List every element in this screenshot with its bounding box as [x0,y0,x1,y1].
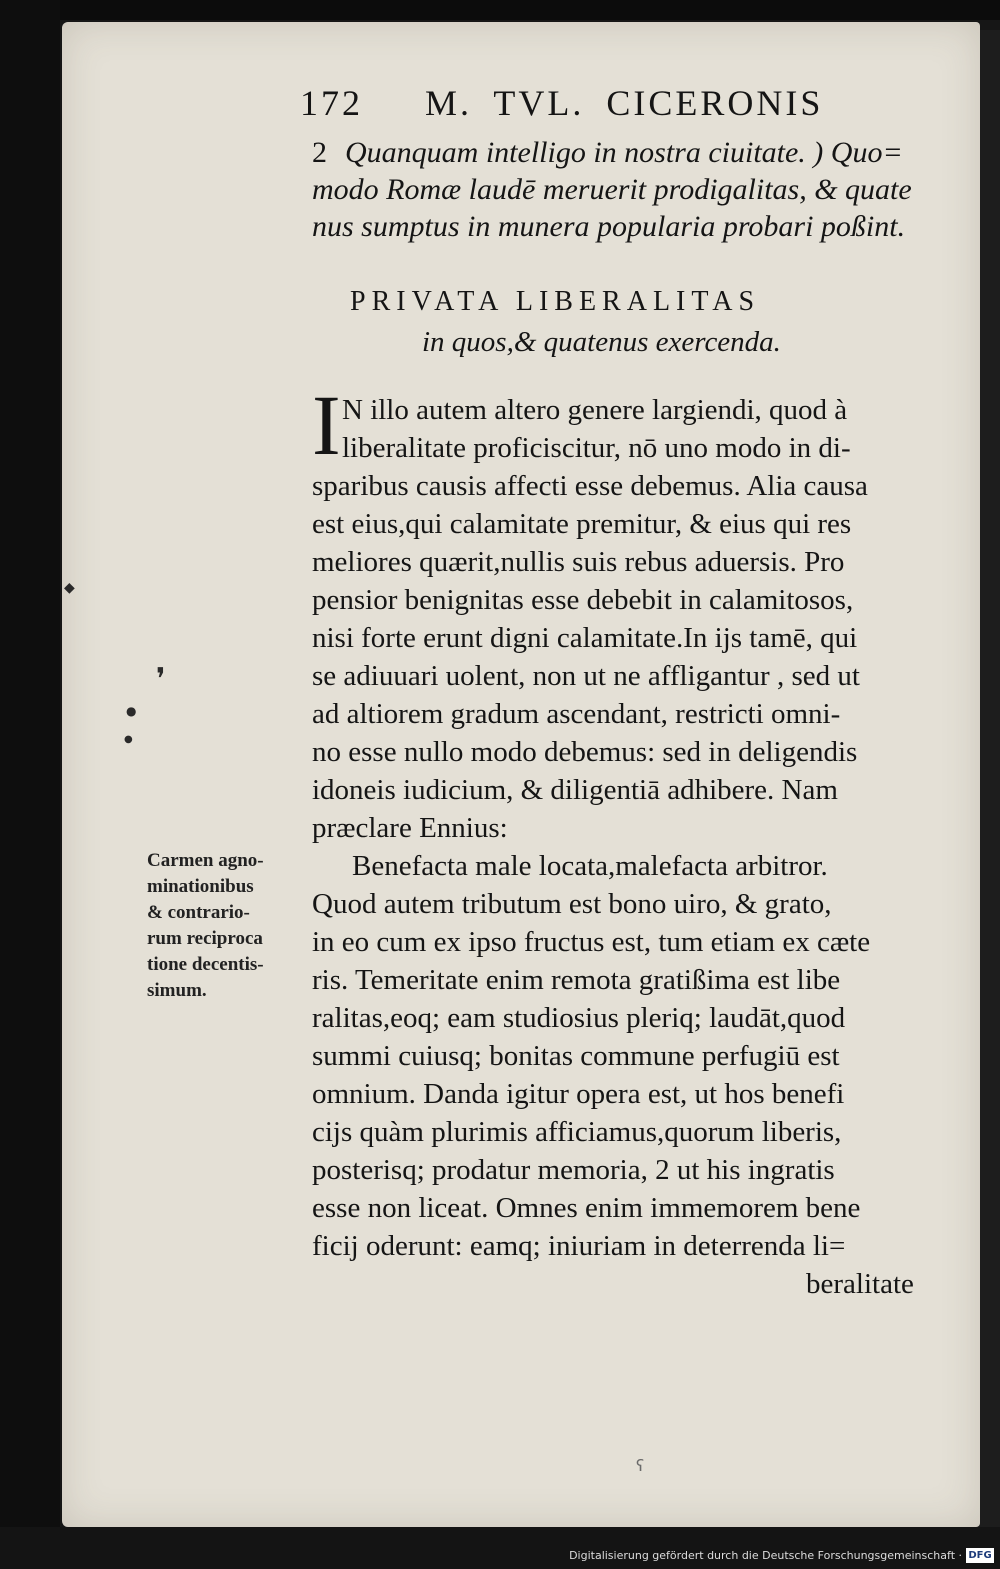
body-line: omnium. Danda igitur opera est, ut hos benefi [312,1078,845,1110]
ink-dot: ● [124,734,133,745]
body-line: esse non liceat. Omnes enim immemorem bene [312,1192,861,1224]
body-line: est eius,qui calamitate premitur, & eius qui res [312,508,852,540]
margin-note-line: tione decentis- [147,954,264,975]
body-line: pensior benignitas esse debebit in calamitosos, [312,584,854,616]
body-line: ris. Temeritate enim remota gratißima est libe [312,964,841,996]
margin-note-line: & contrario- [147,902,250,923]
body-line: summi cuiusq; bonitas commune perfugiū est [312,1040,840,1072]
drop-cap: I [312,377,341,473]
page-number: 172 [300,83,363,123]
section-subtitle: in quos,& quatenus exercenda. [422,326,781,358]
margin-note-line: simum. [147,980,207,1001]
body-line: posterisq; prodatur memoria, 2 ut his ingratis [312,1154,835,1186]
digitization-credit: Digitalisierung gefördert durch die Deutsche Forschungsgemeinschaft · [569,1549,962,1562]
scan-bottom-border [0,1527,1000,1569]
body-line: se adiuuari uolent, non ut ne affligantur , sed ut [312,660,860,692]
margin-note-line: rum reciproca [147,928,263,949]
body-line: N illo autem altero genere largiendi, quod à [342,394,848,426]
ink-blot: ❜ [156,662,166,697]
body-line: no esse nullo modo debemus: sed in deligendis [312,736,858,768]
body-line: præclare Ennius: [312,812,508,844]
body-line: nisi forte erunt digni calamitate.In ijs tamē, qui [312,622,858,654]
body-line: idoneis iudicium, & diligentiā adhibere. Nam [312,774,838,806]
ink-dot: ◆ [64,580,75,596]
note-line: modo Romæ laudē meruerit prodigalitas, & quate [312,173,912,206]
ink-mark: ʕ [636,1456,645,1475]
ink-dot: ● [126,704,137,718]
body-line: ad altiorem gradum ascendant, restricti omni- [312,698,841,730]
body-line: meliores quærit,nullis suis rebus aduersis. Pro [312,546,845,578]
body-line: cijs quàm plurimis afficiamus,quorum liberis, [312,1116,842,1148]
body-line: sparibus causis affecti esse debemus. Alia causa [312,470,868,502]
margin-note-line: minationibus [147,876,254,897]
page-header [300,82,940,126]
body-line: in eo cum ex ipso fructus est, tum etiam ex cæte [312,926,871,958]
scan-left-border [0,0,60,1569]
section-title: PRIVATA LIBERALITAS [350,286,761,317]
running-title: M. TVL. CICERONIS [425,83,824,123]
body-line: ralitas,eoq; eam studiosius pleriq; laudāt,quod [312,1002,846,1034]
note-text: Quanquam intelligo in nostra ciuitate. ) Quo= [345,136,903,169]
note-line: nus sumptus in munera popularia probari poßint. [312,210,906,243]
body-line: Quod autem tributum est bono uiro, & grato, [312,888,832,920]
margin-note-line: Carmen agno- [147,850,264,871]
body-line: liberalitate proficiscitur, nō uno modo in di- [342,432,851,464]
note-marker: 2 [312,136,327,169]
body-line: ficij oderunt: eamq; iniuriam in deterrenda li= [312,1230,846,1262]
catchword: beralitate [806,1268,914,1300]
note-line [312,136,952,170]
scan-right-border [978,30,1000,1530]
dfg-logo: DFG [966,1548,994,1563]
quoted-verse: Benefacta male locata,malefacta arbitror. [352,850,828,882]
scan-top-border [0,0,1000,20]
